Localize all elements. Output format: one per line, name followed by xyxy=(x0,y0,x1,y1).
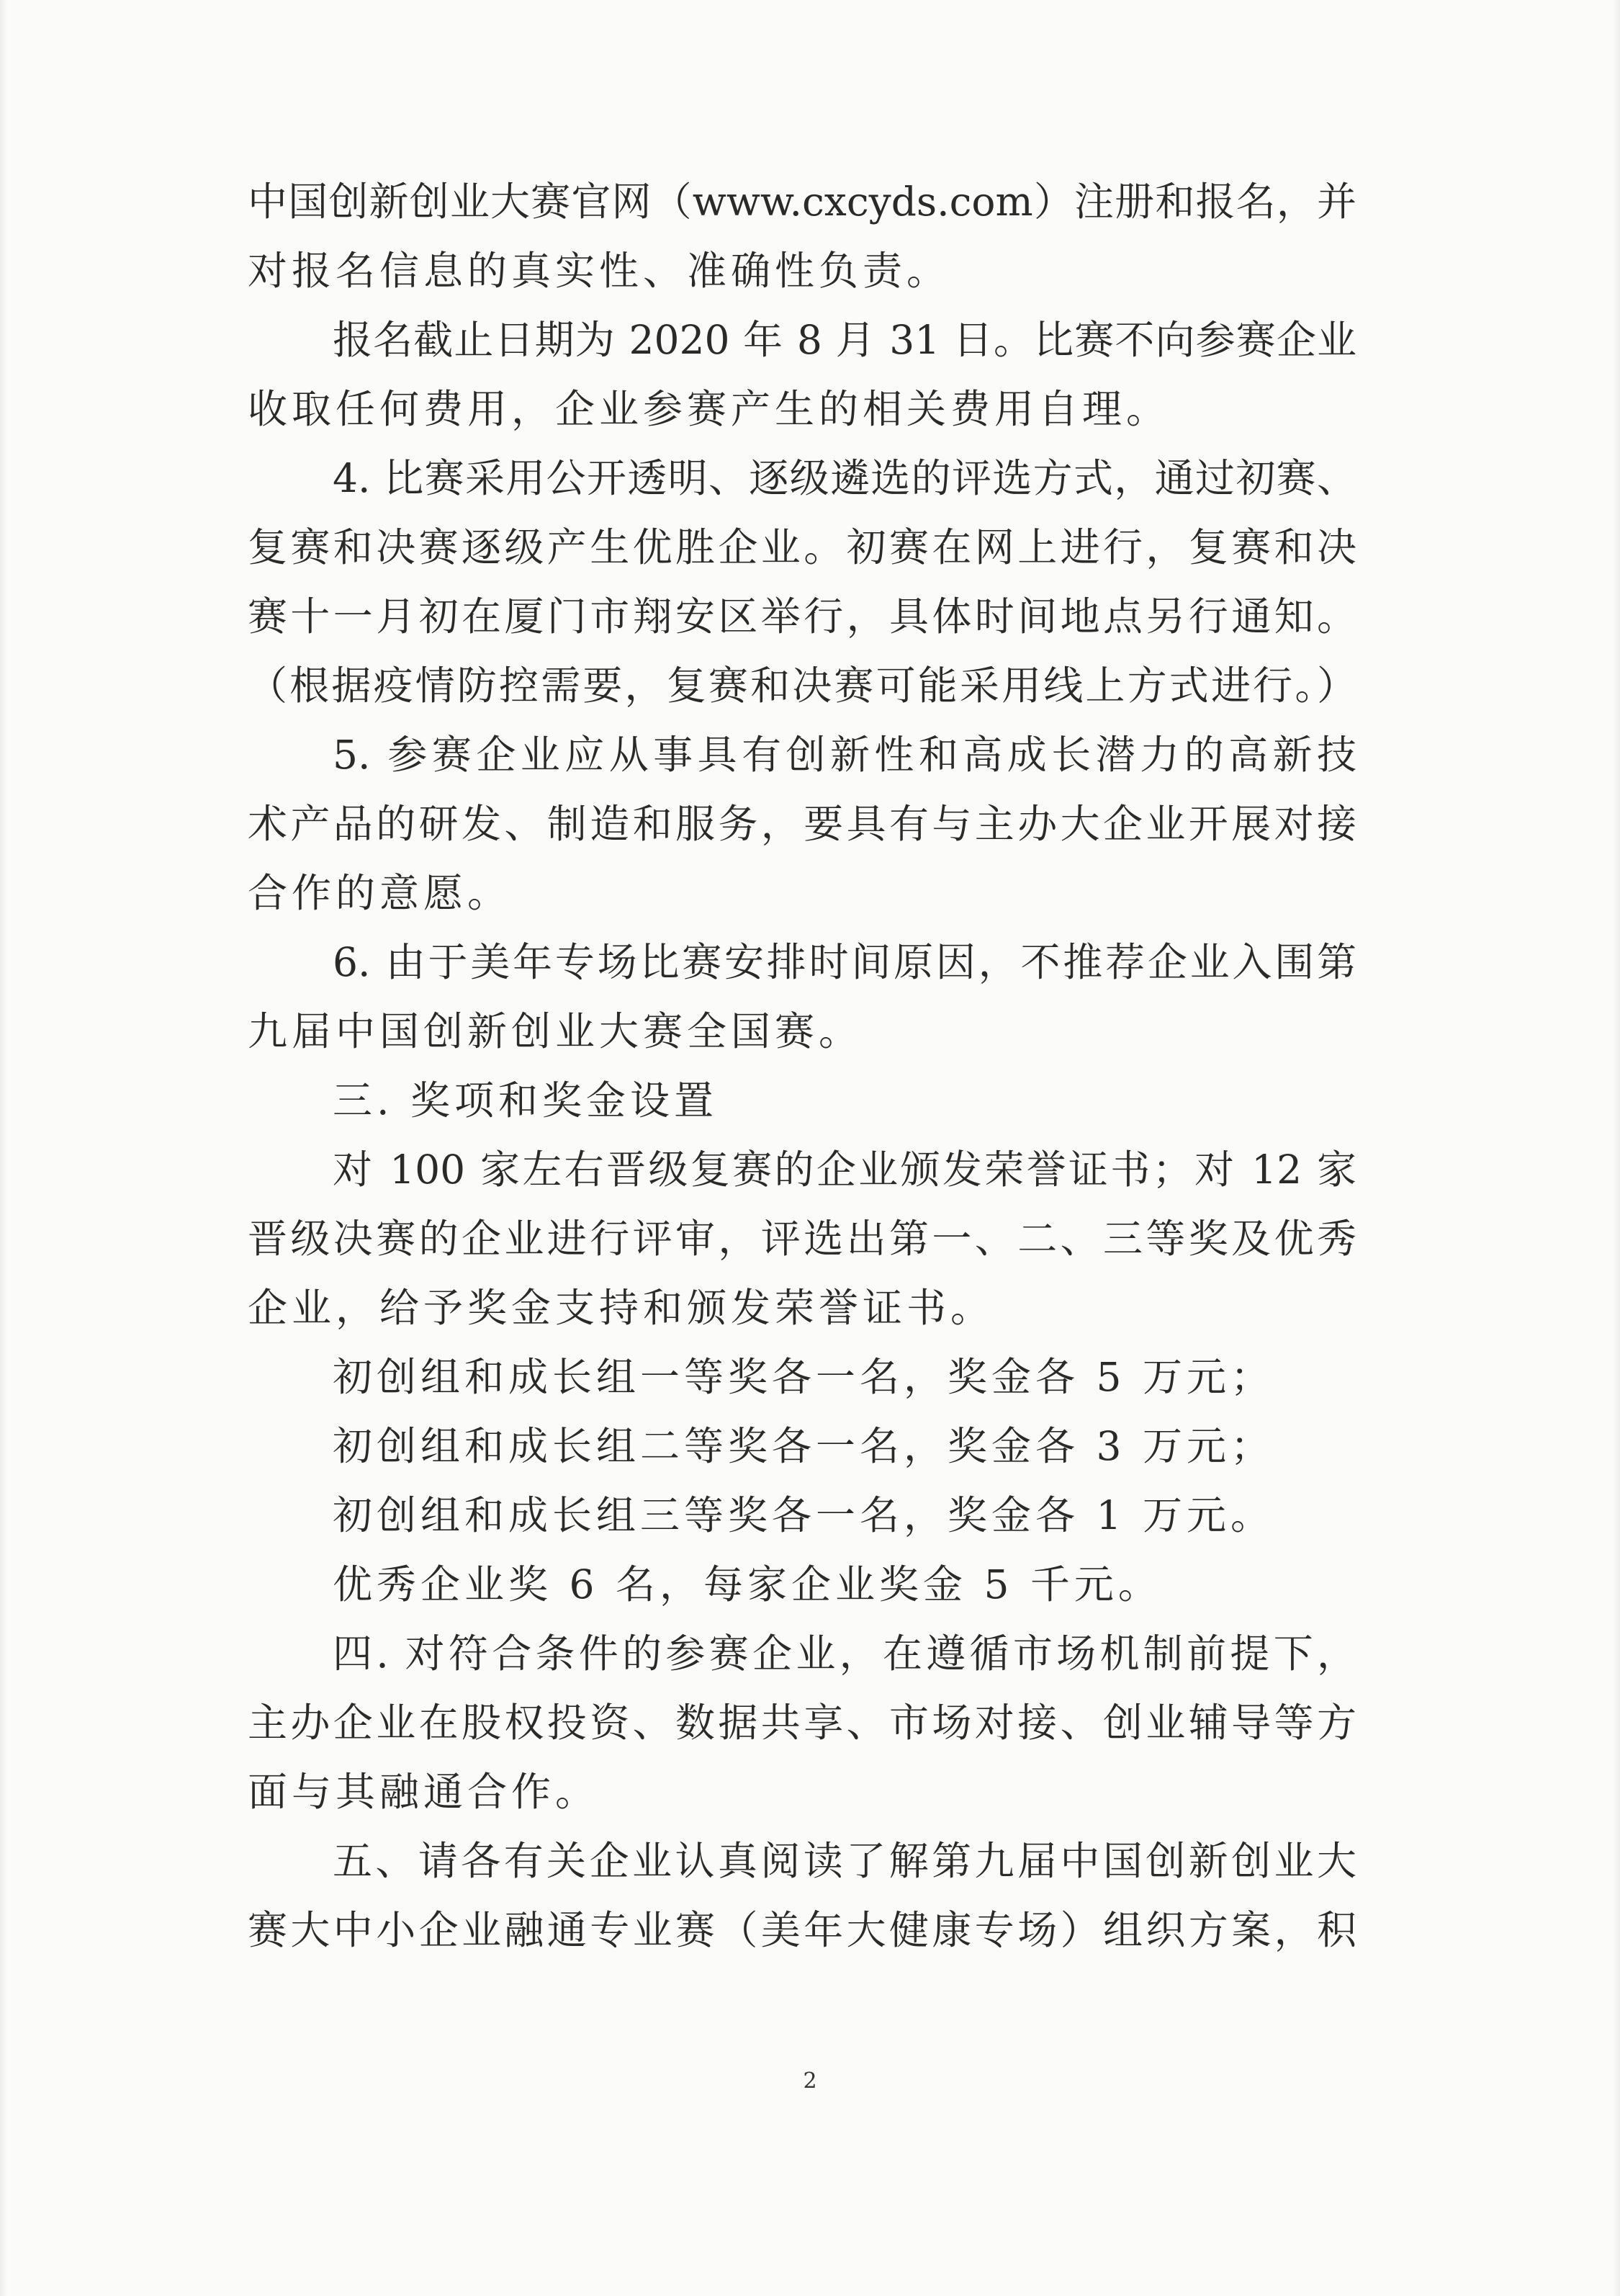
text-line: 四. 对符合条件的参赛企业，在遵循市场机制前提下， xyxy=(333,1631,1356,1677)
section-heading: 三. 奖项和奖金设置 xyxy=(333,1077,718,1124)
prize-line: 初创组和成长组一等奖各一名，奖金各 5 万元； xyxy=(333,1354,1274,1400)
text-line: 对 100 家左右晋级复赛的企业颁发荣誉证书；对 12 家 xyxy=(333,1147,1356,1193)
text-line: 报名截止日期为 2020 年 8 月 31 日。比赛不向参赛企业 xyxy=(333,317,1356,363)
text-line: 面与其融通合作。 xyxy=(248,1769,600,1815)
prize-line: 初创组和成长组三等奖各一名，奖金各 1 万元。 xyxy=(333,1492,1274,1538)
text-line: （根据疫情防控需要，复赛和决赛可能采用线上方式进行。） xyxy=(248,663,1356,709)
text-line: 赛大中小企业融通专业赛（美年大健康专场）组织方案，积 xyxy=(248,1907,1356,1953)
text-line: 企业，给予奖金支持和颁发荣誉证书。 xyxy=(248,1285,995,1331)
text-line: 4. 比赛采用公开透明、逐级遴选的评选方式，通过初赛、 xyxy=(333,455,1356,501)
prize-line: 初创组和成长组二等奖各一名，奖金各 3 万元； xyxy=(333,1423,1274,1469)
body-text xyxy=(248,167,1356,1965)
text-line: 五、请各有关企业认真阅读了解第九届中国创新创业大 xyxy=(333,1838,1356,1884)
text-line: 中国创新创业大赛官网（www.cxcyds.com）注册和报名，并 xyxy=(248,179,1356,225)
page-number: 2 xyxy=(803,2068,817,2094)
scan-shadow-right xyxy=(1613,0,1620,2296)
text-line: 复赛和决赛逐级产生优胜企业。初赛在网上进行，复赛和决 xyxy=(248,524,1356,570)
text-line: 6. 由于美年专场比赛安排时间原因，不推荐企业入围第 xyxy=(333,939,1356,985)
text-line: 主办企业在股权投资、数据共享、市场对接、创业辅导等方 xyxy=(248,1700,1356,1746)
text-line: 合作的意愿。 xyxy=(248,870,512,916)
text-line: 5. 参赛企业应从事具有创新性和高成长潜力的高新技 xyxy=(333,732,1356,778)
text-line: 九届中国创新创业大赛全国赛。 xyxy=(248,1008,863,1054)
text-line: 收取任何费用，企业参赛产生的相关费用自理。 xyxy=(248,386,1171,432)
text-line: 对报名信息的真实性、准确性负责。 xyxy=(248,248,951,294)
prize-line: 优秀企业奖 6 名，每家企业奖金 5 千元。 xyxy=(333,1561,1162,1607)
text-line: 晋级决赛的企业进行评审，评选出第一、二、三等奖及优秀 xyxy=(248,1216,1356,1262)
scan-shadow-left xyxy=(0,0,7,2296)
text-line: 赛十一月初在厦门市翔安区举行，具体时间地点另行通知。 xyxy=(248,593,1356,640)
text-line: 术产品的研发、制造和服务，要具有与主办大企业开展对接 xyxy=(248,801,1356,847)
